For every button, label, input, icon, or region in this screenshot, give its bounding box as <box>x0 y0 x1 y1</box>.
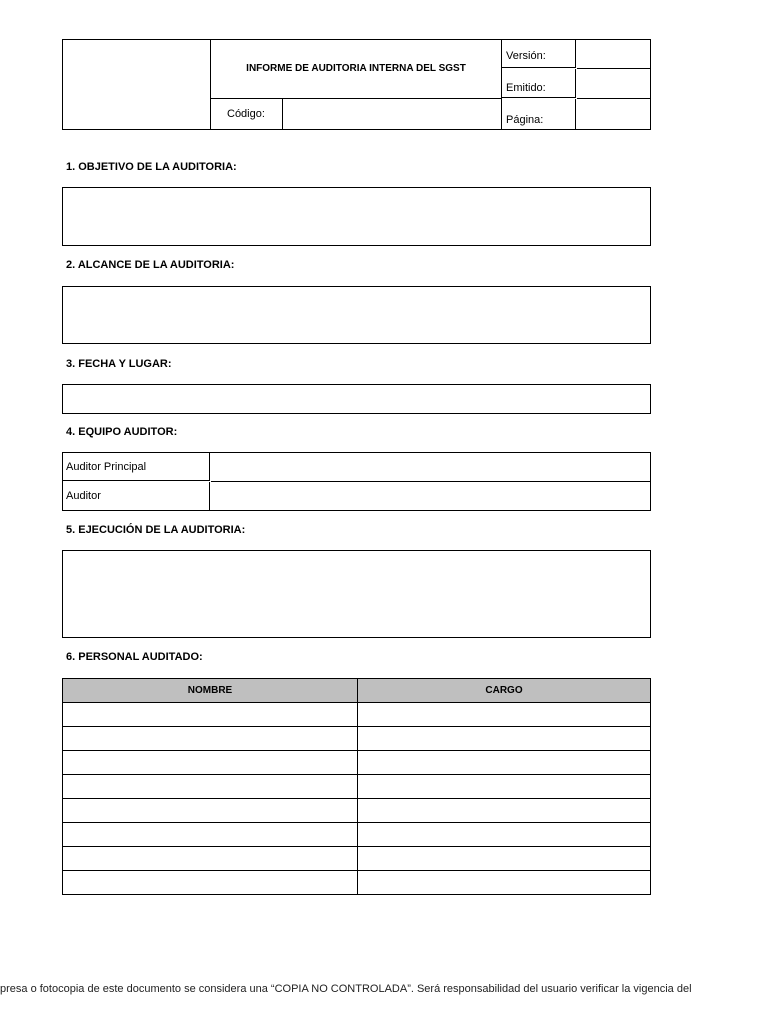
role-cell[interactable] <box>358 727 651 751</box>
auditor-field[interactable] <box>211 482 650 510</box>
table-row <box>63 847 651 871</box>
issued-label: Emitido: <box>502 69 576 98</box>
table-row <box>63 775 651 799</box>
table-row <box>63 799 651 823</box>
issued-value[interactable] <box>577 69 650 99</box>
role-cell[interactable] <box>358 799 651 823</box>
table-row <box>63 727 651 751</box>
name-cell[interactable] <box>63 703 358 727</box>
name-cell[interactable] <box>63 775 358 799</box>
name-cell[interactable] <box>63 871 358 895</box>
role-cell[interactable] <box>358 751 651 775</box>
version-label: Versión: <box>502 40 576 68</box>
role-cell[interactable] <box>358 871 651 895</box>
principal-auditor-field[interactable] <box>211 453 650 482</box>
logo-cell <box>63 40 211 129</box>
section-audit-team-heading: 4. EQUIPO AUDITOR: <box>66 426 178 438</box>
auditor-label: Auditor <box>63 482 210 510</box>
execution-field[interactable] <box>62 550 651 638</box>
page-value[interactable] <box>577 99 650 129</box>
section-objective-heading: 1. OBJETIVO DE LA AUDITORIA: <box>66 161 237 173</box>
role-cell[interactable] <box>358 775 651 799</box>
name-cell[interactable] <box>63 823 358 847</box>
section-scope-heading: 2. ALCANCE DE LA AUDITORIA: <box>66 259 235 271</box>
table-row <box>63 823 651 847</box>
version-value[interactable] <box>577 40 650 69</box>
page-label: Página: <box>502 99 576 129</box>
name-cell[interactable] <box>63 751 358 775</box>
code-field[interactable] <box>284 99 502 129</box>
table-row <box>63 871 651 895</box>
section-personnel-heading: 6. PERSONAL AUDITADO: <box>66 651 203 663</box>
objective-field[interactable] <box>62 187 651 246</box>
scope-field[interactable] <box>62 286 651 344</box>
section-date-place-heading: 3. FECHA Y LUGAR: <box>66 358 172 370</box>
name-cell[interactable] <box>63 727 358 751</box>
section-execution-heading: 5. EJECUCIÓN DE LA AUDITORIA: <box>66 524 246 536</box>
role-cell[interactable] <box>358 703 651 727</box>
name-cell[interactable] <box>63 799 358 823</box>
role-cell[interactable] <box>358 823 651 847</box>
table-row <box>63 703 651 727</box>
column-header-role: CARGO <box>358 679 651 703</box>
name-cell[interactable] <box>63 847 358 871</box>
code-label: Código: <box>211 99 283 129</box>
role-cell[interactable] <box>358 847 651 871</box>
uncontrolled-copy-notice: presa o fotocopia de este documento se considera una “COPIA NO CONTROLADA”. Será responsabilidad del usuario verificar la vigencia del <box>0 983 692 995</box>
document-title: INFORME DE AUDITORIA INTERNA DEL SGST <box>211 40 502 99</box>
principal-auditor-label: Auditor Principal <box>63 453 210 481</box>
audit-team-table <box>62 452 651 511</box>
date-place-field[interactable] <box>62 384 651 414</box>
personnel-table <box>62 678 651 895</box>
document-header <box>62 39 651 130</box>
column-header-name: NOMBRE <box>63 679 358 703</box>
table-row <box>63 751 651 775</box>
